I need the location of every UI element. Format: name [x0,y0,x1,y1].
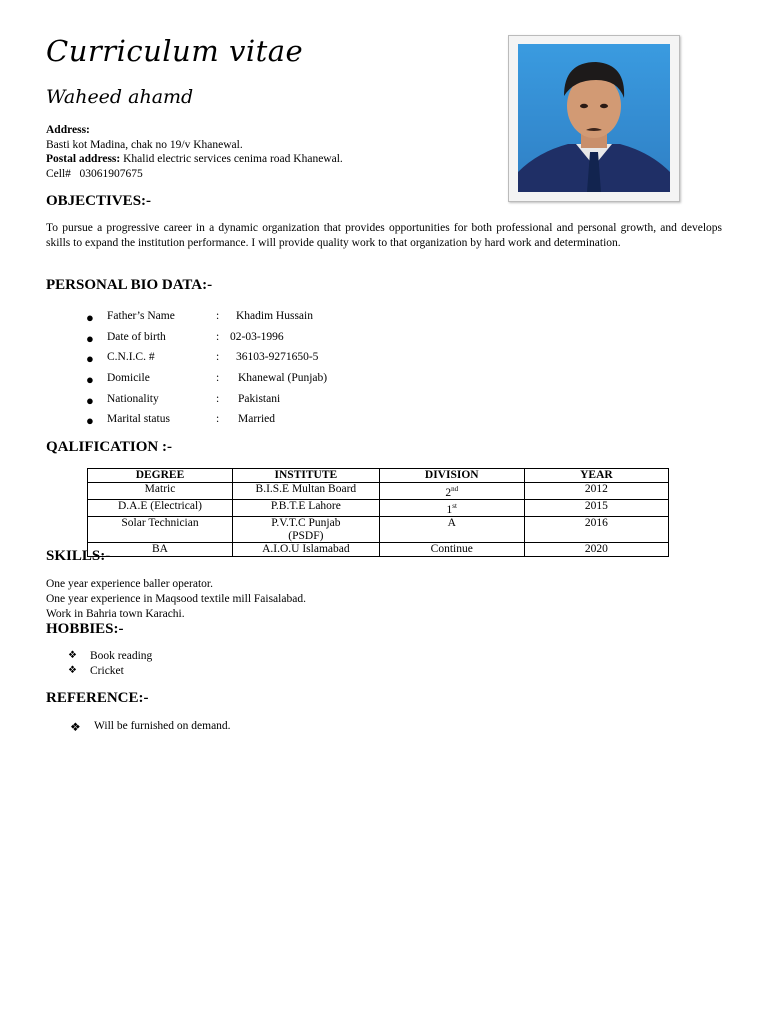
address-text: Basti kot Madina, chak no 19/v Khanewal. [46,138,243,151]
column-header: YEAR [524,469,668,483]
qualification-heading: QALIFICATION :- [46,439,172,455]
cell-number: 03061907675 [79,167,143,180]
skills-heading: SKILLS:- [46,548,111,564]
address-label: Address: [46,124,90,136]
division-cell [379,543,524,557]
bio-value: Khadim Hussain [236,310,313,322]
bio-label: Father’s Name [107,310,175,322]
institute-cell: P.B.T.E Lahore [233,499,380,516]
column-header: DEGREE [88,469,233,483]
colon: : [216,372,220,384]
bio-label: Nationality [107,393,159,405]
bio-value: Khanewal (Punjab) [238,372,328,384]
division-cell [379,482,524,499]
bio-value: 36103-9271650-5 [236,351,319,363]
postal-label: Postal address: [46,153,121,165]
diamond-bullet-icon: ❖ [68,665,77,676]
bullet-icon: ● [86,413,94,428]
postal-text: Khalid electric services cenima road Khanewal. [123,153,343,165]
diamond-bullet-icon: ❖ [68,650,77,661]
division-value: 2 [445,486,452,499]
bullet-icon: ● [86,310,94,325]
table-row [88,517,669,543]
bullet-icon: ● [86,372,94,387]
division-suffix: nd [451,484,459,493]
bio-value: 02-03-1996 [230,331,284,343]
colon: : [216,331,220,343]
applicant-name: Waheed ahamd [46,86,194,108]
institute-cell: P.V.T.C Punjab (PSDF) [233,517,380,543]
skill-line: Work in Bahria town Karachi. [46,607,185,620]
hobby-text: Cricket [90,665,124,677]
year-cell: 2012 [524,482,668,499]
objectives-text: To pursue a progressive career in a dynamic organization that provides opportunities for both professional and personal growth, and develops skills to expand the institution performance. I will provide quality work to that organization by hard work and determination. [46,222,722,249]
cell-label: Cell# [46,167,71,180]
degree-cell: Matric [88,482,233,499]
division-value: Continue [430,543,473,556]
bio-value: Pakistani [238,393,281,405]
profile-photo [508,35,680,202]
colon: : [216,393,220,405]
year-cell: 2016 [524,517,668,543]
bio-label: Date of birth [107,331,166,343]
division-suffix: st [452,501,457,510]
bio-value: Married [238,413,276,425]
reference-heading: REFERENCE:- [46,690,149,706]
bullet-icon: ● [86,331,94,346]
institute-cell: A.I.O.U Islamabad [233,543,380,557]
bio-heading: PERSONAL BIO DATA:- [46,277,213,293]
colon: : [216,310,220,322]
qualification-table [87,468,669,557]
skill-line: One year experience in Maqsood textile mill Faisalabad. [46,592,306,605]
division-value: 1 [446,503,453,516]
table-row [88,499,669,516]
division-cell [379,517,524,543]
skill-line: One year experience baller operator. [46,578,213,590]
portrait-image [518,44,670,192]
cv-title: Curriculum vitae [46,34,304,68]
bio-label: C.N.I.C. # [107,351,155,363]
division-value: A [447,517,456,530]
bio-label: Marital status [107,413,170,425]
year-cell: 2015 [524,499,668,516]
reference-text: Will be furnished on demand. [94,720,231,732]
colon: : [216,351,220,363]
bullet-icon: ● [86,351,94,366]
column-header: DIVISION [379,469,524,483]
objectives-heading: OBJECTIVES:- [46,193,152,209]
division-cell [379,499,524,516]
table-row [88,543,669,557]
table-row [88,482,669,499]
colon: : [216,413,220,425]
hobbies-heading: HOBBIES:- [46,621,124,637]
bullet-icon: ● [86,393,94,408]
diamond-bullet-icon: ❖ [70,720,81,734]
contact-block [46,123,343,181]
degree-cell: BA [88,543,233,557]
table-header-row [88,469,669,483]
year-cell: 2020 [524,543,668,557]
column-header: INSTITUTE [233,469,380,483]
hobby-text: Book reading [90,650,153,662]
bio-label: Domicile [107,372,150,384]
skills-list [46,577,306,621]
degree-cell: Solar Technician [88,517,233,543]
degree-cell: D.A.E (Electrical) [88,499,233,516]
institute-cell: B.I.S.E Multan Board [233,482,380,499]
